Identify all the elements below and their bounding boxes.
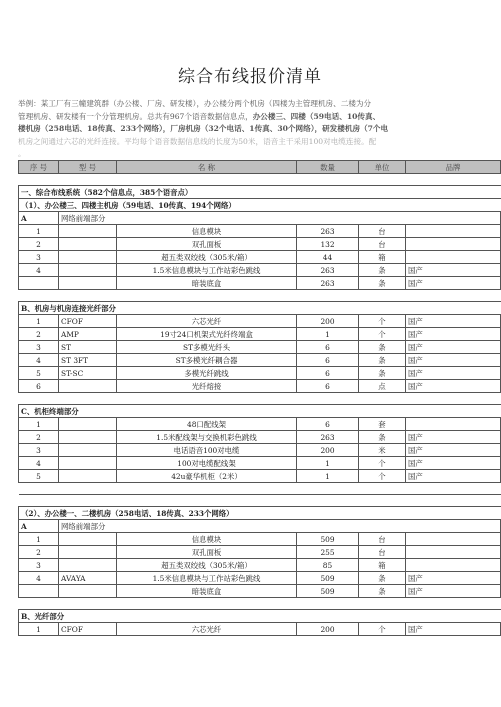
cell-name: 42u豪华机柜（2米）	[117, 470, 297, 483]
table-row	[19, 572, 501, 585]
cell-no	[19, 277, 59, 290]
section-row	[19, 507, 501, 520]
cell-unit: 个	[359, 470, 406, 483]
table-row	[19, 457, 501, 470]
cell-no: 5	[19, 367, 59, 380]
group-letter: A	[19, 212, 59, 225]
cell-brand	[406, 251, 501, 264]
spacer-row	[19, 290, 501, 302]
cell-brand: 国产	[406, 623, 501, 636]
cell-unit: 个	[359, 315, 406, 328]
cell-unit: 点	[359, 380, 406, 393]
cell-model	[59, 533, 117, 546]
table-row	[19, 533, 501, 546]
cell-no: 2	[19, 328, 59, 341]
intro-text: 管理机房、研发楼有一个分管理机房。总共有967个语音数据信息点，	[18, 111, 253, 121]
cell-unit: 条	[359, 572, 406, 585]
cell-model: AVAYA	[59, 572, 117, 585]
table-row	[19, 559, 501, 572]
cell-no: 1	[19, 225, 59, 238]
cell-brand: 国产	[406, 431, 501, 444]
cell-model	[59, 277, 117, 290]
intro-paragraph	[18, 98, 500, 158]
spacer-row	[19, 393, 501, 405]
cell-brand: 国产	[406, 367, 501, 380]
cell-model: ST-SC	[59, 367, 117, 380]
empty-cell	[19, 290, 501, 302]
section-title: C、机柜终端部分	[19, 405, 501, 418]
cell-brand	[406, 225, 501, 238]
empty-cell	[19, 495, 501, 507]
cell-no: 1	[19, 418, 59, 431]
table-row	[19, 277, 501, 290]
section-row	[19, 302, 501, 315]
cell-name: 多模光纤跳线	[117, 367, 297, 380]
intro-line	[18, 136, 500, 149]
cell-no: 2	[19, 546, 59, 559]
cell-model	[59, 251, 117, 264]
cell-unit: 台	[359, 238, 406, 251]
table-row	[19, 470, 501, 483]
cell-name: 暗装底盒	[117, 277, 297, 290]
cell-no: 2	[19, 431, 59, 444]
cell-name: 1.5米信息模块与工作站彩色跳线	[117, 264, 297, 277]
table-row	[19, 380, 501, 393]
cell-model	[59, 444, 117, 457]
table-row	[19, 238, 501, 251]
group-title: 网络前端部分	[59, 520, 501, 533]
cell-no: 4	[19, 572, 59, 585]
section-row	[19, 610, 501, 623]
cell-qty: 6	[297, 354, 359, 367]
table-header	[19, 161, 501, 174]
cell-no: 3	[19, 251, 59, 264]
table-row	[19, 546, 501, 559]
cell-model	[59, 457, 117, 470]
cell-unit: 台	[359, 546, 406, 559]
cell-no	[19, 585, 59, 598]
cell-unit: 条	[359, 367, 406, 380]
cell-qty: 6	[297, 367, 359, 380]
cell-no: 1	[19, 623, 59, 636]
cell-model	[59, 585, 117, 598]
cell-no: 4	[19, 264, 59, 277]
cell-brand: 国产	[406, 585, 501, 598]
group-title: 网络前端部分	[59, 212, 501, 225]
cell-unit: 套	[359, 418, 406, 431]
cell-unit: 条	[359, 341, 406, 354]
table-row	[19, 264, 501, 277]
cell-no: 3	[19, 444, 59, 457]
cell-name: 1.5米配线架与交换机彩色跳线	[117, 431, 297, 444]
empty-cell	[19, 174, 501, 186]
table-row	[19, 585, 501, 598]
cell-model	[59, 470, 117, 483]
cell-qty: 255	[297, 546, 359, 559]
cell-no: 3	[19, 559, 59, 572]
section-title: 一、综合布线系统（582个信息点，385个语音点）	[19, 186, 501, 199]
section-title: B、光纤部分	[19, 610, 501, 623]
cell-brand	[406, 559, 501, 572]
section-title: （1）、办公楼三、四楼主机房（59电话、10传真、194个网络）	[19, 199, 501, 212]
table-row	[19, 418, 501, 431]
cell-qty: 200	[297, 444, 359, 457]
section-row	[19, 199, 501, 212]
cell-qty: 263	[297, 277, 359, 290]
cell-brand: 国产	[406, 444, 501, 457]
table-row	[19, 315, 501, 328]
cell-name: 100对电缆配线架	[117, 457, 297, 470]
cell-no: 1	[19, 533, 59, 546]
cell-name: 超五类双绞线（305米/箱）	[117, 251, 297, 264]
cell-model	[59, 380, 117, 393]
intro-bold-text: 楼机房（258电话、18传真、233个网络），厂房机房（32个电话、1传真、30个网络），研发楼机房（7个电	[18, 124, 389, 133]
cell-name: 19寸24口机架式光纤终端盒	[117, 328, 297, 341]
spacer-row	[19, 598, 501, 610]
group-letter: A	[19, 520, 59, 533]
cell-model: ST	[59, 341, 117, 354]
spacer-row	[19, 174, 501, 186]
cell-no: 6	[19, 380, 59, 393]
cell-name: ST多模光纤耦合器	[117, 354, 297, 367]
cell-unit: 个	[359, 328, 406, 341]
cell-qty: 1	[297, 457, 359, 470]
intro-bold-text: 办公楼三、四楼（59电话、10传真、	[252, 111, 381, 121]
cell-brand: 国产	[406, 572, 501, 585]
page-title: 综合布线报价清单	[178, 67, 322, 87]
table-row	[19, 367, 501, 380]
cell-name: 信息模块	[117, 533, 297, 546]
cell-qty: 132	[297, 238, 359, 251]
cell-name: 双孔面板	[117, 238, 297, 251]
spacer-row	[19, 495, 501, 507]
group-row	[19, 212, 501, 225]
cell-model: ST 3FT	[59, 354, 117, 367]
cell-unit: 条	[359, 277, 406, 290]
table-row	[19, 431, 501, 444]
cell-name: 信息模块	[117, 225, 297, 238]
cell-name: 1.5米信息模块与工作站彩色跳线	[117, 572, 297, 585]
section-title: B、机房与机房连接光纤部分	[19, 302, 501, 315]
table-row	[19, 225, 501, 238]
col-header-unit: 单位	[359, 161, 406, 174]
cell-qty: 85	[297, 559, 359, 572]
cell-no: 2	[19, 238, 59, 251]
cell-unit: 条	[359, 431, 406, 444]
cell-brand	[406, 238, 501, 251]
cell-qty: 200	[297, 623, 359, 636]
cell-unit: 个	[359, 457, 406, 470]
cell-qty: 509	[297, 585, 359, 598]
cell-brand: 国产	[406, 328, 501, 341]
cell-unit: 条	[359, 585, 406, 598]
cell-brand	[406, 533, 501, 546]
cell-model	[59, 264, 117, 277]
empty-cell	[19, 393, 501, 405]
cell-qty: 509	[297, 533, 359, 546]
cell-unit: 条	[359, 354, 406, 367]
cell-no: 5	[19, 470, 59, 483]
col-header-name: 名 称	[117, 161, 297, 174]
cell-unit: 个	[359, 623, 406, 636]
cell-name: 超五类双绞线（305米/箱）	[117, 559, 297, 572]
cell-brand: 国产	[406, 470, 501, 483]
cell-qty: 6	[297, 341, 359, 354]
cell-brand: 国产	[406, 264, 501, 277]
intro-text: 。	[18, 149, 26, 158]
cell-brand	[406, 546, 501, 559]
cell-brand: 国产	[406, 380, 501, 393]
section-row	[19, 186, 501, 199]
cell-model	[59, 559, 117, 572]
cell-qty: 263	[297, 431, 359, 444]
cell-brand: 国产	[406, 341, 501, 354]
col-header-brand: 品牌	[406, 161, 501, 174]
table-row	[19, 444, 501, 457]
intro-line	[18, 98, 500, 111]
cell-qty: 6	[297, 418, 359, 431]
empty-cell	[19, 598, 501, 610]
intro-line	[18, 148, 500, 161]
cell-no: 4	[19, 457, 59, 470]
cell-brand: 国产	[406, 315, 501, 328]
cell-model	[59, 225, 117, 238]
cell-name: 电话语音100对电缆	[117, 444, 297, 457]
cell-name: 光纤熔接	[117, 380, 297, 393]
intro-text: 机房之间通过六芯的光纤连接。平均每个语音数据信息线的长度为50米，语音主干采用100对电缆连接。配	[18, 136, 377, 146]
cell-model	[59, 238, 117, 251]
table-row	[19, 623, 501, 636]
cell-qty: 1	[297, 470, 359, 483]
cell-name: 暗装底盒	[117, 585, 297, 598]
cell-qty: 509	[297, 572, 359, 585]
cell-brand: 国产	[406, 354, 501, 367]
cell-unit: 台	[359, 225, 406, 238]
cell-qty: 44	[297, 251, 359, 264]
cell-no: 3	[19, 341, 59, 354]
cell-name: ST多模光纤头	[117, 341, 297, 354]
section-title: （2）、办公楼一、二楼机房（258电话、18传真、233个网络）	[19, 507, 501, 520]
cell-name: 六芯光纤	[117, 623, 297, 636]
cell-brand: 国产	[406, 457, 501, 470]
spacer-row	[19, 483, 501, 495]
table-row	[19, 328, 501, 341]
cell-no: 1	[19, 315, 59, 328]
cell-qty: 263	[297, 264, 359, 277]
cell-name: 六芯光纤	[117, 315, 297, 328]
cell-unit: 米	[359, 444, 406, 457]
col-header-model: 型 号	[59, 161, 117, 174]
cell-model	[59, 418, 117, 431]
group-row	[19, 520, 501, 533]
cell-model	[59, 431, 117, 444]
cell-qty: 263	[297, 225, 359, 238]
cell-name: 48口配线架	[117, 418, 297, 431]
empty-cell	[19, 483, 501, 495]
intro-text: 举例：某工厂有三幢建筑群（办公楼、厂房、研发楼），办公楼分两个机房（四楼为主管理机房、二楼为分	[18, 99, 372, 108]
intro-line	[18, 111, 500, 124]
cell-model: AMP	[59, 328, 117, 341]
table-row	[19, 354, 501, 367]
cell-qty: 6	[297, 380, 359, 393]
col-header-qty: 数量	[297, 161, 359, 174]
cell-unit: 箱	[359, 559, 406, 572]
cell-model: CFOF	[59, 623, 117, 636]
cell-unit: 箱	[359, 251, 406, 264]
quote-table	[18, 160, 501, 636]
cell-name: 双孔面板	[117, 546, 297, 559]
cell-model	[59, 546, 117, 559]
cell-qty: 1	[297, 328, 359, 341]
cell-model: CFOF	[59, 315, 117, 328]
table-row	[19, 251, 501, 264]
cell-unit: 台	[359, 533, 406, 546]
table-row	[19, 341, 501, 354]
intro-line	[18, 123, 500, 136]
cell-qty: 200	[297, 315, 359, 328]
cell-no: 4	[19, 354, 59, 367]
cell-unit: 条	[359, 264, 406, 277]
col-header-no: 序 号	[19, 161, 59, 174]
cell-brand	[406, 418, 501, 431]
section-row	[19, 405, 501, 418]
cell-brand: 国产	[406, 277, 501, 290]
